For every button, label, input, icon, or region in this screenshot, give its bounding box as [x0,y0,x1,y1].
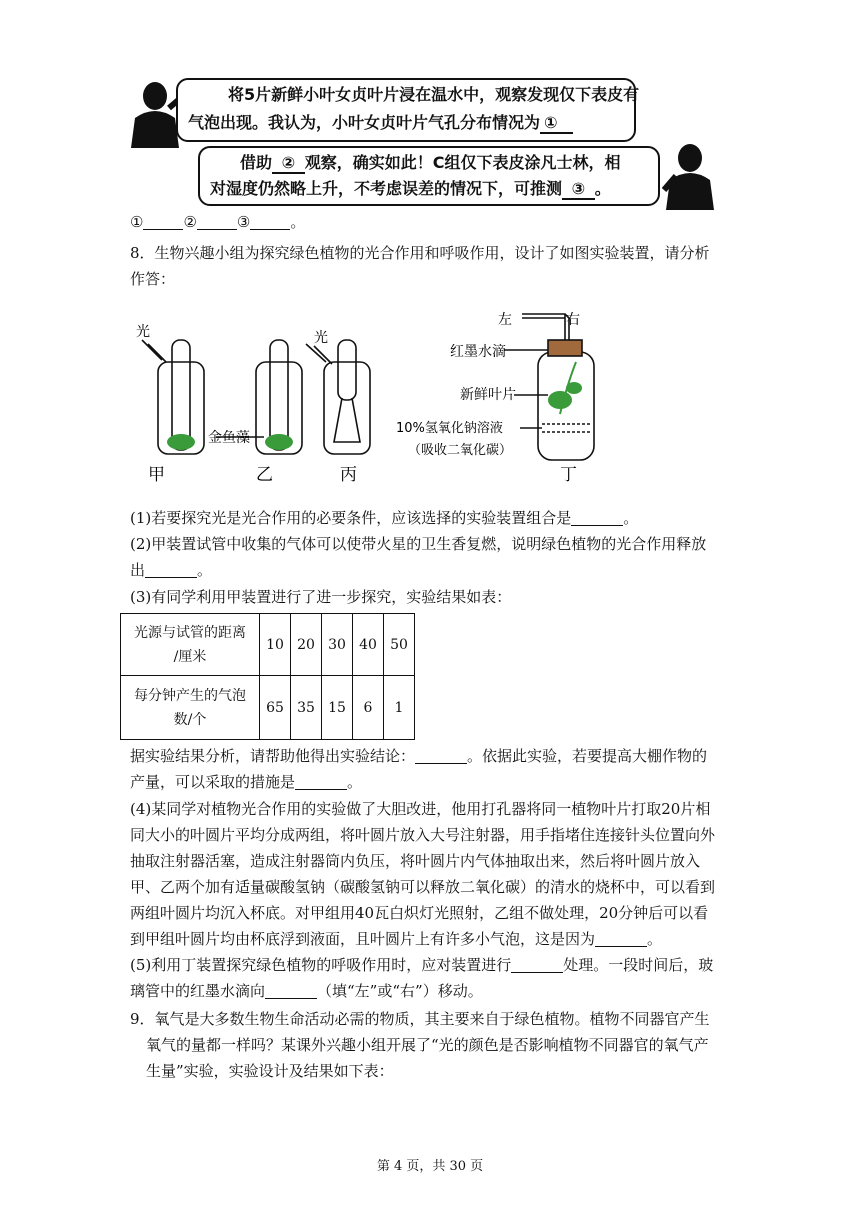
q8-part5-line2: 璃管中的红墨水滴向 （填“左”或“右”）移动。 [130,982,483,1000]
q9-line3: 生量”实验，实验设计及结果如下表： [146,1062,394,1080]
q8-stem-line1: 8．生物兴趣小组为探究绿色植物的光合作用和呼吸作用，设计了如图实验装置，请分析 [130,244,710,262]
table-cell: 15 [322,676,353,740]
table-cell: 65 [260,676,291,740]
q8-part3: (3)有同学利用甲装置进行了进一步探究，实验结果如表： [130,588,512,606]
q8-part2-line1: (2)甲装置试管中收集的气体可以使带火星的卫生香复燃，说明绿色植物的光合作用释放 [130,535,707,553]
table-cell: 10 [260,614,291,676]
table-cell: 50 [384,614,415,676]
q8-part4-line3: 抽取注射器活塞，造成注射器筒内负压，将叶圆片内气体抽取出来，然后将叶圆片放入 [130,852,701,870]
naoh-note: （吸收二氧化碳） [408,443,513,458]
row2-header: 每分钟产生的气泡 数/个 [121,676,260,740]
light-label-1: 光 [136,324,150,340]
naoh-label: 10%氢氧化钠溶液 [396,421,503,436]
q8-part4-line2: 同大小的叶圆片平均分成两组，将叶圆片放入大号注射器，用手指堵住连接针头位置向外 [130,826,716,844]
blank-2: ② [272,153,305,174]
q9-line2: 氧气的量都一样吗？某课外兴趣小组开展了“光的颜色是否影响植物不同器官的氧气产 [146,1036,709,1054]
q8-part4-line4: 甲、乙两个加有适量碳酸氢钠（碳酸氢钠可以释放二氧化碳）的清水的烧杯中，可以看到 [130,878,716,896]
q9-line1: 9．氧气是大多数生物生命活动必需的物质，其主要来自于绿色植物。植物不同器官产生 [130,1010,710,1028]
experiment-figure [128,302,628,492]
plant-label: 金鱼藻 [208,430,250,446]
q8-part4-line1: (4)某同学对植物光合作用的实验做了大胆改进，他用打孔器将同一植物叶片打取20片相 [130,800,711,818]
table-row [121,614,415,676]
q8-stem-line2: 作答： [130,270,176,288]
table-cell: 35 [291,676,322,740]
left-label: 左 [498,312,512,328]
blank-1: ① [540,113,573,134]
bubble1-line2: 气泡出现。我认为，小叶女贞叶片气孔分布情况为 [188,113,541,132]
q8-part2-line2: 出 。 [130,561,213,579]
q8-part4-line6: 到甲组叶圆片均由杯底浮到液面，且叶圆片上有许多小气泡，这是因为 。 [130,930,663,948]
table-row [121,676,415,740]
bubble2-line1-pre: 借助 [240,153,273,172]
speech-bubble-1 [176,78,640,142]
table-cell: 30 [322,614,353,676]
speech-bubble-2: 借助 ② 观察，确实如此！C组仅下表皮涂凡士林，相 对湿度仍然略上升，不考虑误差的情况下，可推测 ③ 。 [198,146,660,206]
row1-header: 光源与试管的距离 /厘米 [121,614,260,676]
table-cell: 1 [384,676,415,740]
table-cell: 40 [353,614,384,676]
leaf-label: 新鲜叶片 [460,387,516,403]
person-right-icon [660,140,720,210]
q8-part1: (1)若要探究光是光合作用的必要条件，应该选择的实验装置组合是 。 [130,509,639,527]
table-cell: 6 [353,676,384,740]
page-footer: 第 4 页，共 30 页 [376,1159,484,1174]
bubble2-line2: 对湿度仍然略上升，不考虑误差的情况下，可推测 [210,179,563,198]
red-ink-label: 红墨水滴 [450,344,506,360]
q8-part5-line1: (5)利用丁装置探究绿色植物的呼吸作用时，应对装置进行 处理。一段时间后，玻 [130,956,714,974]
label-ding: 丁 [560,465,577,485]
light-label-2: 光 [314,330,328,346]
label-jia: 甲 [148,465,165,485]
results-table [120,613,415,740]
right-label: 右 [566,312,580,328]
label-yi: 乙 [256,465,273,485]
blank-3: ③ [562,179,595,200]
bubble2-line1-post: 观察，确实如此！C组仅下表皮涂凡士林，相 [304,153,621,172]
q8-part3b-line2: 产量，可以采取的措施是 。 [130,773,363,791]
q8-part4-line5: 两组叶圆片均沉入杯底。对甲组用40瓦白炽灯光照射，乙组不做处理，20分钟后可以看 [130,904,709,922]
bubble1-line1: 将5片新鲜小叶女贞叶片浸在温水中，观察发现仅下表皮有 [228,85,640,104]
table-cell: 20 [291,614,322,676]
answer-line: ① ② ③ 。 [130,213,306,231]
q8-part3b-line1: 据实验结果分析，请帮助他得出实验结论： 。依据此实验，若要提高大棚作物的 [130,747,708,765]
label-bing: 丙 [340,465,357,485]
